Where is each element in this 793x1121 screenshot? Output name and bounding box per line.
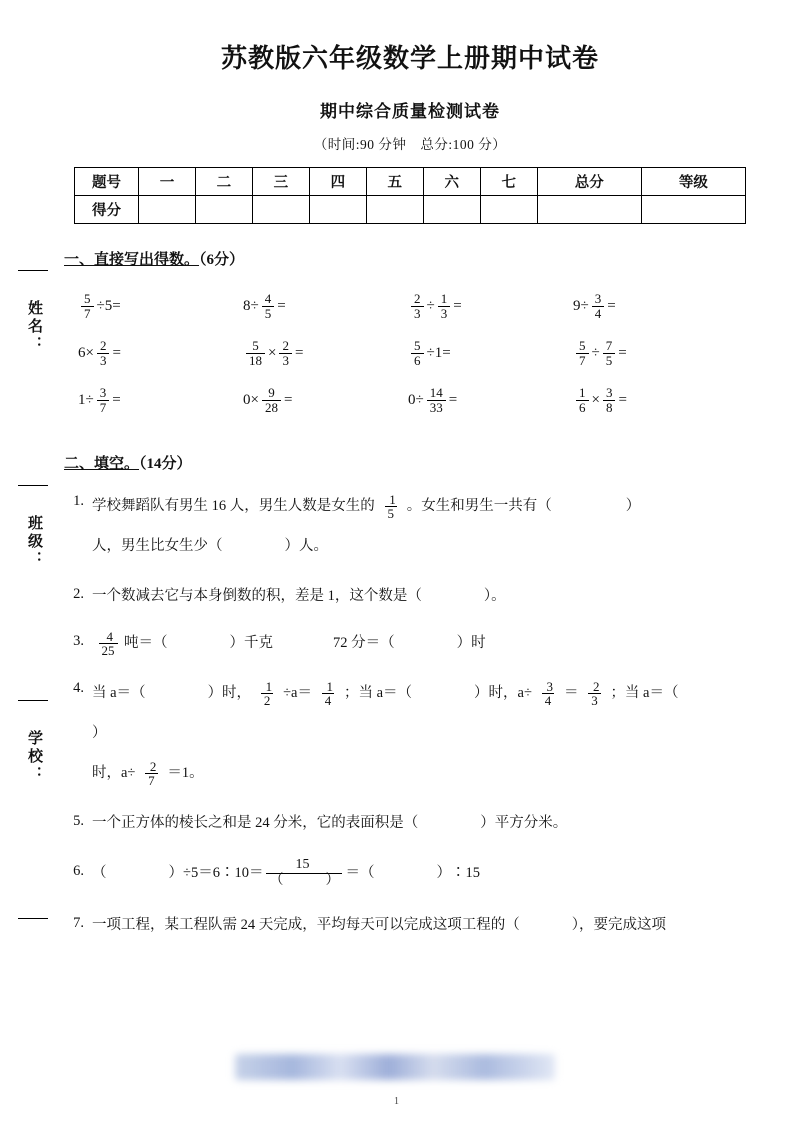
frac-num: 1 (579, 385, 586, 401)
frac-num: 7 (605, 338, 613, 354)
operator: × (591, 392, 600, 408)
operator: ÷ (426, 298, 435, 314)
q5-text-b: ）平方分米。 (480, 815, 568, 831)
score-table-row1-header: 题号 (75, 168, 139, 196)
q3-text-a: 吨＝（ (124, 635, 168, 651)
equals: = (618, 392, 627, 408)
score-cell-5[interactable] (366, 196, 423, 224)
question-body (92, 856, 760, 890)
operand: 0 (408, 392, 416, 408)
q6-text-c: ＝（ (345, 865, 375, 881)
question-number: 2. (73, 586, 84, 602)
section2-heading (64, 452, 760, 473)
frac-den: 4 (322, 693, 335, 708)
q4-a5: ）时，a÷ (474, 685, 532, 701)
frac-num: 5 (252, 338, 259, 354)
frac-den: 4 (542, 693, 555, 708)
page-title: 苏教版六年级数学上册期中试卷 (220, 43, 599, 73)
side-label-column (18, 270, 58, 970)
section2-heading-text: 二、填空。 (64, 456, 140, 472)
frac-num: 3 (594, 291, 602, 307)
frac-den: 4 (592, 306, 605, 321)
score-col-2: 二 (195, 168, 252, 196)
q1-line2-a: 人，男生比女生少（ (92, 538, 223, 554)
operator: ÷ (96, 298, 105, 314)
frac-den: 3 (411, 306, 424, 321)
q7-text-a: 一项工程，某工程队需 24 天完成，平均每天可以完成这项工程的（ (92, 917, 520, 933)
calc-item-6 (243, 339, 408, 367)
frac-num: 9 (268, 385, 275, 401)
q6-text-b: ）÷5＝6∶10＝ (168, 865, 264, 881)
q5-text-a: 一个正方体的棱长之和是 24 分米，它的表面积是（ (92, 815, 419, 831)
frac-num: 1 (265, 678, 273, 694)
calc-row (78, 283, 738, 330)
calc-row (78, 377, 738, 424)
score-cell-6[interactable] (423, 196, 480, 224)
blurred-watermark (235, 1054, 555, 1080)
operator: ÷ (591, 345, 600, 361)
frac-num: 5 (84, 291, 91, 307)
score-col-5: 五 (366, 168, 423, 196)
q6-text-d: ）∶15 (436, 865, 480, 881)
frac-den: 5 (385, 506, 398, 521)
equals: = (283, 392, 293, 408)
section2-question-list (66, 486, 760, 942)
list-item (66, 908, 760, 942)
frac-den: 3 (438, 306, 451, 321)
score-table-row2-header: 得分 (75, 196, 139, 224)
score-col-4: 四 (309, 168, 366, 196)
frac-den: 8 (603, 400, 616, 415)
section1-heading-points: （6分） (199, 252, 245, 268)
calc-item-10 (243, 386, 408, 414)
score-cell-2[interactable] (195, 196, 252, 224)
operator: ÷ (426, 345, 435, 361)
frac-den: 2 (261, 693, 274, 708)
side-label-name: 姓名： (26, 300, 42, 354)
question-number: 4. (73, 680, 84, 696)
operand: 6 (78, 345, 86, 361)
question-number: 1. (73, 493, 84, 509)
equals: = (442, 345, 451, 361)
frac-num: 4 (106, 628, 113, 644)
frac-den: 28 (262, 400, 281, 415)
score-col-grade: 等级 (641, 168, 745, 196)
frac-den: 7 (576, 353, 589, 368)
question-body (92, 673, 760, 793)
score-table (74, 167, 746, 224)
equals: = (618, 345, 627, 361)
frac-den: 25 (99, 643, 118, 658)
calc-item-11 (408, 386, 573, 414)
q4-a2: ）时， (207, 685, 252, 701)
side-divider-top (18, 270, 48, 271)
q4-a1: 当 a＝（ (92, 685, 146, 701)
equals: = (277, 298, 286, 314)
operator: × (85, 345, 94, 361)
calc-item-3 (408, 292, 573, 320)
score-cell-4[interactable] (309, 196, 366, 224)
equals: = (112, 298, 121, 314)
operator: × (250, 392, 259, 408)
operand: 5 (104, 298, 113, 314)
score-col-total: 总分 (537, 168, 641, 196)
side-label-school: 学校： (26, 730, 42, 784)
operand: 1 (78, 392, 86, 408)
score-cell-total[interactable] (537, 196, 641, 224)
frac-den: 3 (279, 353, 292, 368)
q3-text-c: 72 分＝（ (333, 635, 395, 651)
frac-num: 4 (264, 291, 272, 307)
frac-num: 2 (282, 338, 289, 354)
frac-num: 1 (389, 491, 396, 507)
frac-num: 14 (429, 385, 443, 401)
side-divider-mid2 (18, 700, 48, 701)
score-col-1: 一 (139, 168, 196, 196)
q1-text-part2: 。女生和男生一共有（ (406, 498, 552, 514)
equals: = (112, 345, 121, 361)
operand: 9 (573, 298, 581, 314)
equals: = (112, 392, 121, 408)
page-number: 1 (394, 1096, 399, 1107)
frac-num: 2 (414, 291, 421, 307)
question-body (92, 486, 760, 566)
q4-a4: ；当 a＝（ (343, 685, 413, 701)
frac-den: 7 (145, 773, 158, 788)
q4-a7: ；当 a＝（ (610, 685, 679, 701)
frac-den: 6 (411, 353, 424, 368)
question-number: 6. (73, 863, 84, 879)
frac-num: 3 (605, 385, 613, 401)
q1-text-part1: 学校舞蹈队有男生 16 人，男生人数是女生的 (92, 498, 375, 514)
frac-num: 5 (579, 338, 586, 354)
frac-den: 7 (81, 306, 94, 321)
equals: = (294, 345, 304, 361)
section1-calc-grid (78, 283, 738, 424)
score-cell-7[interactable] (480, 196, 537, 224)
equals: = (448, 392, 458, 408)
frac-num: 2 (149, 758, 157, 774)
operator: ÷ (580, 298, 589, 314)
frac-den: 5 (603, 353, 616, 368)
exam-meta: （时间:90 分钟 总分:100 分） (313, 137, 507, 152)
calc-item-4 (573, 292, 738, 320)
side-label-class: 班级： (26, 515, 42, 569)
q2-text-b: ）。 (483, 588, 506, 604)
list-item (66, 806, 760, 840)
q4-a8: ） (92, 725, 107, 741)
q4-a3: ÷a＝ (283, 685, 312, 701)
question-number: 5. (73, 813, 84, 829)
q1-line2-b: ）人。 (284, 538, 328, 554)
side-divider-bottom (18, 918, 48, 919)
list-item (66, 626, 760, 660)
table-row-header (75, 168, 746, 196)
frac-den: 7 (97, 400, 110, 415)
frac-den: 6 (576, 400, 589, 415)
page-subtitle: 期中综合质量检测试卷 (320, 102, 500, 121)
q2-text-a: 一个数减去它与本身倒数的积，差是 1，这个数是（ (92, 588, 422, 604)
frac-den: 33 (427, 400, 446, 415)
score-col-7: 七 (480, 168, 537, 196)
section2-heading-points: （14分） (139, 456, 192, 472)
frac-num: 3 (546, 678, 553, 694)
question-body (92, 908, 760, 942)
equals: = (607, 298, 616, 314)
question-number: 7. (73, 915, 84, 931)
calc-item-9 (78, 386, 243, 414)
frac-num: 2 (592, 678, 600, 694)
q1-text-part3: ） (625, 498, 641, 514)
list-item (66, 486, 760, 566)
calc-item-2 (243, 292, 408, 320)
frac-num: 1 (440, 291, 448, 307)
operand: 1 (434, 345, 443, 361)
operator: × (268, 345, 277, 361)
frac-num: 3 (99, 385, 107, 401)
calc-item-12 (573, 386, 738, 414)
frac-num: 2 (99, 338, 107, 354)
frac-den[interactable]: （ ） (266, 873, 342, 889)
question-number: 3. (73, 633, 84, 649)
operator: ÷ (250, 298, 259, 314)
score-col-3: 三 (252, 168, 309, 196)
operator: ÷ (85, 392, 94, 408)
frac-den: 5 (262, 306, 275, 321)
question-body (92, 806, 760, 840)
calc-item-5 (78, 339, 243, 367)
list-item (66, 856, 760, 890)
list-item (66, 579, 760, 613)
q3-text-b: ）千克 (229, 635, 273, 651)
frac-den: 3 (97, 353, 110, 368)
calc-item-7 (408, 339, 573, 367)
frac-num: 5 (414, 338, 421, 354)
score-cell-grade[interactable] (641, 196, 745, 224)
section1-heading-text: 一、直接写出得数。 (64, 252, 200, 268)
section1-heading (64, 248, 760, 269)
calc-item-8 (573, 339, 738, 367)
q4-b2: ＝1。 (167, 765, 204, 781)
table-row-scores (75, 196, 746, 224)
operator: ÷ (415, 392, 424, 408)
q3-text-d: ）时 (456, 635, 486, 651)
exam-page (60, 0, 760, 1121)
calc-row (78, 330, 738, 377)
frac-num: 15 (295, 857, 310, 873)
score-cell-1[interactable] (139, 196, 196, 224)
score-col-6: 六 (423, 168, 480, 196)
q7-text-b: ），要完成这项 (571, 917, 666, 933)
equals: = (453, 298, 462, 314)
list-item (66, 673, 760, 793)
calc-item-1 (78, 292, 243, 320)
side-divider-mid1 (18, 485, 48, 486)
frac-den: 3 (588, 693, 601, 708)
q4-a6: ＝ (563, 685, 579, 701)
question-body (92, 579, 760, 613)
score-cell-3[interactable] (252, 196, 309, 224)
frac-num: 1 (326, 678, 333, 694)
q4-b1: 时，a÷ (92, 765, 136, 781)
question-body (92, 626, 760, 660)
operand: 8 (243, 298, 251, 314)
operand: 0 (243, 392, 251, 408)
frac-den: 18 (246, 353, 265, 368)
q6-text-a: （ (92, 865, 107, 881)
